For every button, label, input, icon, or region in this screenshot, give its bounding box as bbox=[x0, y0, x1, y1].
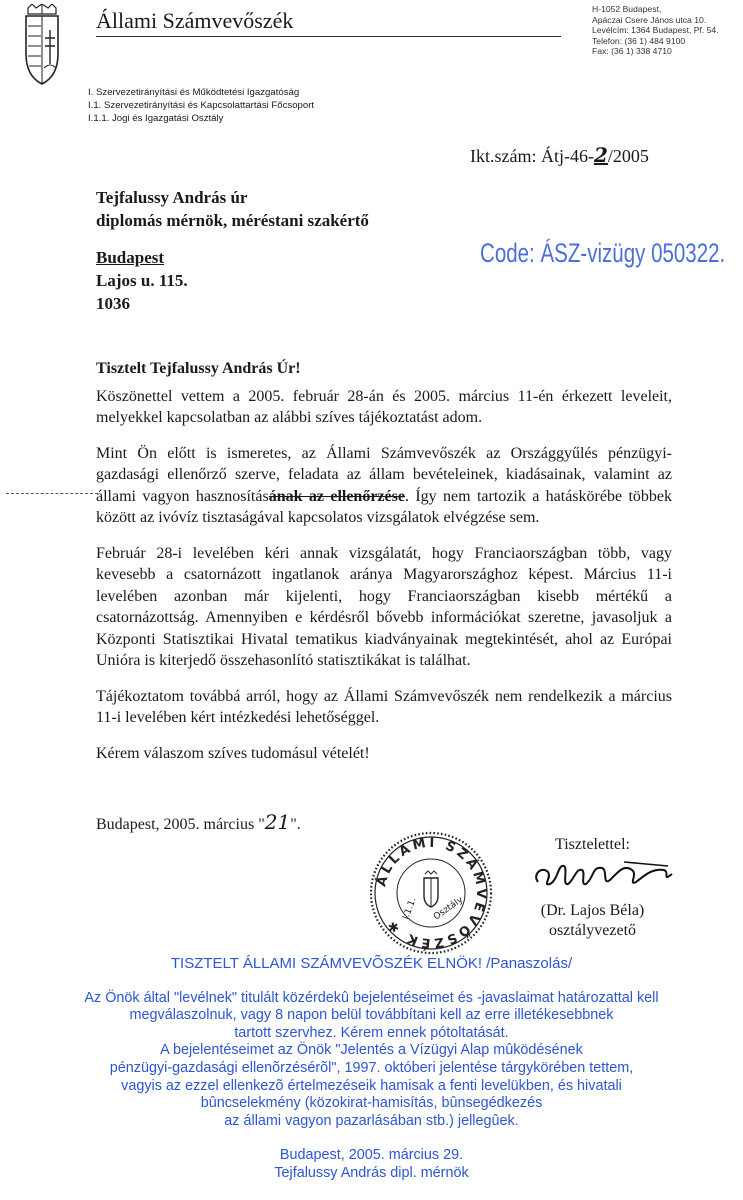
recipient-postcode: 1036 bbox=[96, 294, 130, 313]
letter-body bbox=[96, 358, 672, 778]
date-suffix: ". bbox=[290, 816, 301, 833]
address-line: Apáczai Csere János utca 10. bbox=[592, 14, 707, 25]
annotation-code: Code: ÁSZ-vizügy 050322. bbox=[480, 238, 726, 268]
recipient-street: Lajos u. 115. bbox=[96, 271, 188, 290]
coat-of-arms-icon bbox=[22, 4, 62, 88]
signature-block bbox=[510, 835, 675, 941]
date-handwritten-day: 21 bbox=[264, 810, 291, 834]
address-line: H-1052 Budapest, bbox=[592, 4, 662, 14]
signer-role: osztályvezető bbox=[548, 922, 637, 939]
address-line: Telefon: (36 1) 484 9100 bbox=[592, 35, 686, 46]
organization-name: Állami Számvevőszék bbox=[96, 8, 294, 33]
official-stamp-icon bbox=[368, 830, 494, 956]
department-block bbox=[88, 86, 314, 126]
reference-number bbox=[470, 143, 649, 167]
letterhead-divider bbox=[96, 36, 561, 37]
paragraph: Kérem válaszom szíves tudomásul vételét! bbox=[96, 744, 370, 762]
complaint-title: TISZTELT ÁLLAMI SZÁMVEVÕSZÉK ELNÖK! /Panaszolás/ bbox=[170, 955, 573, 972]
complaint-line: megválaszolnuk, vagy 8 napon belül továbbítani kell az erre illetékesebbnek bbox=[129, 1007, 614, 1024]
date-prefix: Budapest, 2005. március " bbox=[96, 816, 265, 833]
address-line: Levélcím: 1364 Budapest, Pf. 54. bbox=[592, 25, 719, 36]
svg-text:Osztály: Osztály bbox=[431, 895, 466, 923]
complaint-annotation bbox=[0, 955, 743, 1183]
paragraph-text: . Így nem tartozik a hatáskörébe többek között az ivóvíz tisztaságával kapcsolatos vizsgálatok elvégzése sem. bbox=[96, 487, 672, 526]
margin-dashes bbox=[6, 493, 98, 494]
department-line: I.1. Szervezetirányítási és Kapcsolattartási Főcsoport bbox=[88, 100, 315, 112]
complaint-line: Az Önök által "levélnek" titulált közérdekû bejelentéseimet és -javaslaimat határozattal kell bbox=[84, 989, 659, 1006]
complaint-line: az állami vagyon pazarlásában stb.) jellegûek. bbox=[224, 1112, 519, 1129]
letterhead-address bbox=[592, 4, 719, 57]
paragraph: Tájékoztatom továbbá arról, hogy az Állami Számvevőszék nem rendelkezik a március 11-i levelében kért intézkedési lehetőséggel. bbox=[96, 687, 672, 726]
svg-text:I.1.1.: I.1.1. bbox=[401, 896, 419, 922]
recipient-title: diplomás mérnök, méréstani szakértő bbox=[96, 211, 369, 230]
recipient-city: Budapest bbox=[96, 248, 165, 267]
reference-suffix: /2005 bbox=[607, 146, 649, 166]
closing: Tisztelettel: bbox=[555, 836, 630, 853]
paragraph-text: Mint Ön előtt is ismeretes, az Állami Számvevőszék az Országgyűlés pénzügyi-gazdasági ellenőrző szerve, feladata az állam bevételeinek, kiadásainak, valamint az állami vagyon hasznosítás bbox=[96, 444, 672, 505]
complaint-signature: Tejfalussy András dipl. mérnök bbox=[274, 1164, 469, 1181]
struck-text: ának az ellenőrzése bbox=[268, 487, 405, 505]
letter-date bbox=[96, 810, 301, 834]
complaint-line: bûncselekmény (közokirat-hamisítás, bûnsegédkezés bbox=[200, 1095, 543, 1112]
address-line: Fax: (36 1) 338 4710 bbox=[592, 46, 672, 57]
reference-prefix: Ikt.szám: Átj-46- bbox=[470, 146, 594, 166]
complaint-date: Budapest, 2005. március 29. bbox=[279, 1147, 464, 1164]
recipient-name: Tejfalussy András úr bbox=[96, 188, 248, 207]
department-line: I.1.1. Jogi és Igazgatási Osztály bbox=[88, 113, 224, 125]
paragraph bbox=[96, 443, 672, 529]
signer-name: (Dr. Lajos Béla) bbox=[540, 902, 645, 919]
complaint-line: pénzügyi-gazdasági ellenõrzésérõl", 1997. októberi jelentése tárgykörében tettem, bbox=[109, 1059, 634, 1076]
recipient-block bbox=[96, 186, 369, 315]
paragraph: Köszönettel vettem a 2005. február 28-án és 2005. március 11-én érkezett leveleit, melyekkel kapcsolatban az alábbi szíves tájékoztatást adom. bbox=[96, 387, 672, 426]
complaint-line: A bejelentéseimet az Önök "Jelentés a Vízügyi Alap mûködésének bbox=[160, 1042, 583, 1059]
department-line: I. Szervezetirányítási és Működtetési Igazgatóság bbox=[88, 87, 300, 98]
svg-text:ÁLLAMI SZÁMVEVŐSZÉK ✱: ÁLLAMI SZÁMVEVŐSZÉK ✱ bbox=[374, 835, 489, 951]
reference-handwritten-number: 2 bbox=[593, 143, 608, 167]
paragraph: Február 28-i levelében kéri annak vizsgálatát, hogy Franciaországban több, vagy kevesebb a csatornázott ingatlanok aránya Magyarországhoz képest. Március 11-i levelében azonban már kijelenti, hogy Franciaországban kisebb mértékű a csatornázottság. Amennyiben e kérdésről bővebb információkat szeretne, javasoljuk a Központi Statisztikai Hivatal tematikus kiadványainak megtekintését, ahol az Európai Unióra is kiterjedő összehasonlító statisztikákat is találhat. bbox=[96, 544, 672, 669]
complaint-line: tartott szervhez. Kérem ennek pótoltatását. bbox=[234, 1024, 509, 1041]
salutation: Tisztelt Tejfalussy András Úr! bbox=[96, 360, 301, 377]
complaint-line: vagyis az ezzel ellenkezõ értelmezéseik hamisak a fenti levelükben, és hivatali bbox=[121, 1077, 622, 1094]
